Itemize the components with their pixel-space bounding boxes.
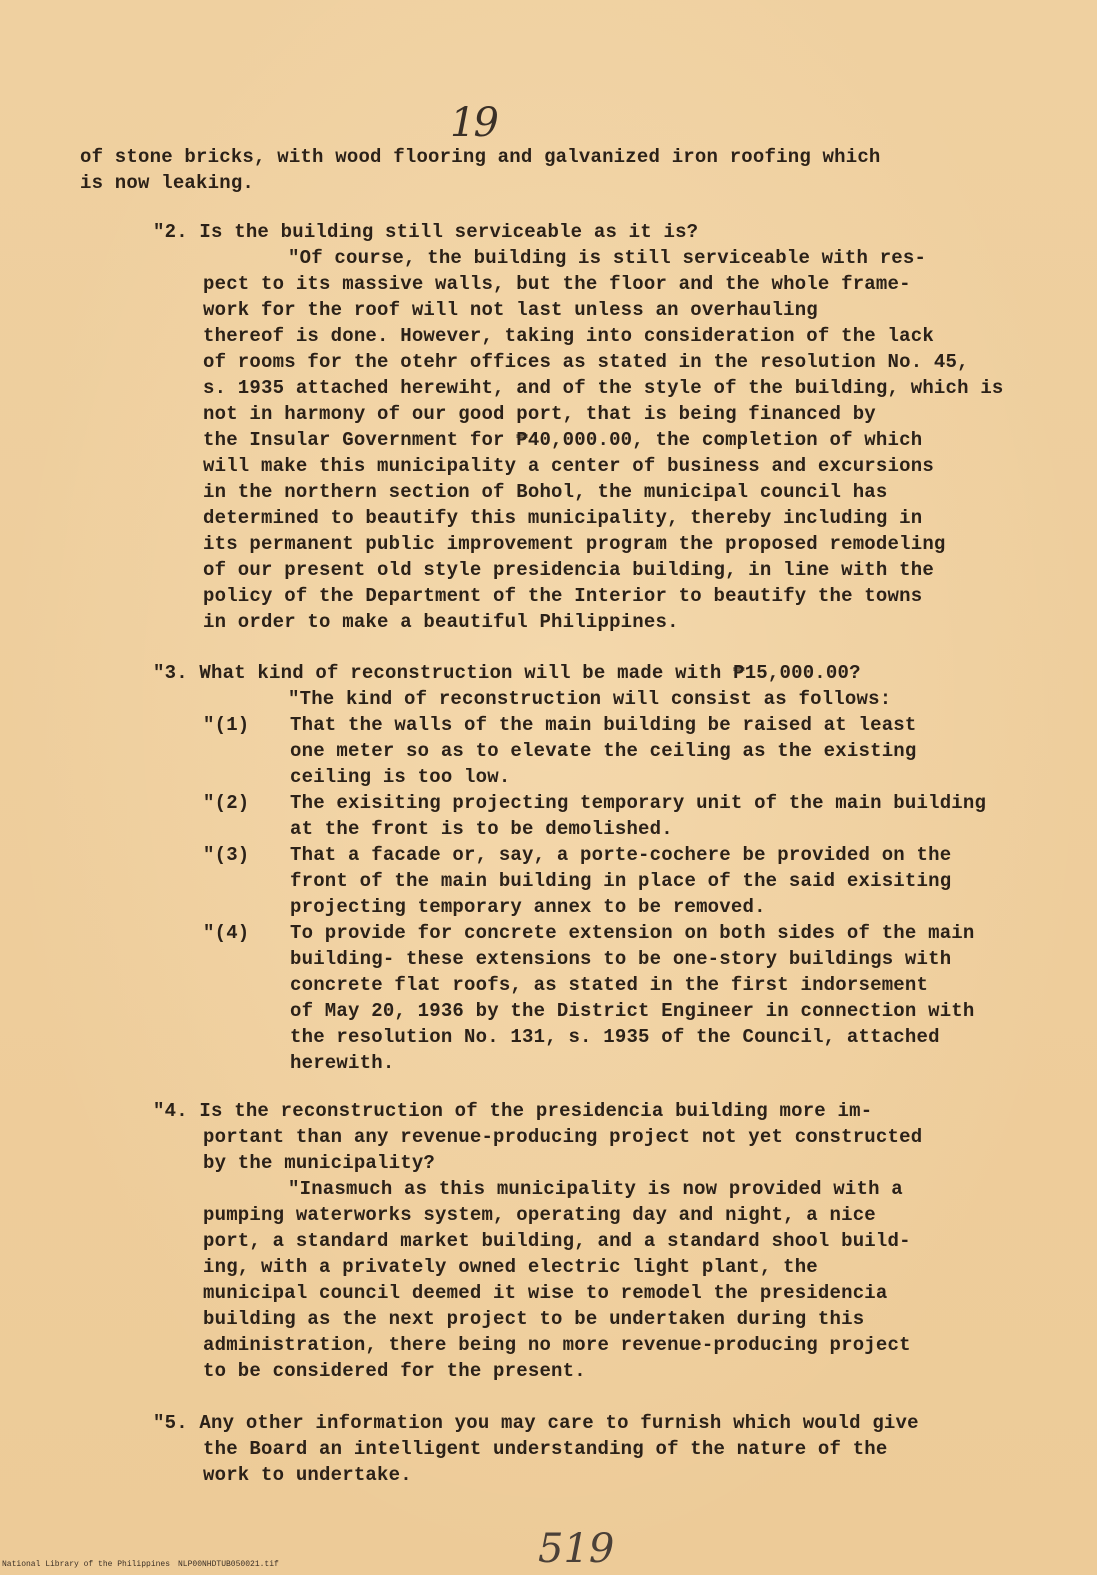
text-line: The exisiting projecting temporary unit of the main building bbox=[290, 792, 987, 814]
text-line: "The kind of reconstruction will consist as follows: bbox=[288, 688, 892, 710]
item-number: "(2) bbox=[203, 792, 250, 814]
text-line: pect to its massive walls, but the floor and the whole frame- bbox=[203, 273, 911, 295]
text-line: is now leaking. bbox=[80, 172, 255, 194]
text-line: of rooms for the otehr offices as stated in the resolution No. 45, bbox=[203, 351, 969, 373]
text-line: That the walls of the main building be raised at least bbox=[290, 714, 917, 736]
text-line: thereof is done. However, taking into consideration of the lack bbox=[203, 325, 934, 347]
text-line: municipal council deemed it wise to remodel the presidencia bbox=[203, 1282, 888, 1304]
text-line: "5. Any other information you may care to furnish which would give bbox=[153, 1412, 919, 1434]
text-line: concrete flat roofs, as stated in the first indorsement bbox=[290, 974, 929, 996]
text-line: administration, there being no more revenue-producing project bbox=[203, 1334, 911, 1356]
footer-file-name: NLP00NHDTUB050021.tif bbox=[178, 1560, 279, 1569]
text-line: "Inasmuch as this municipality is now provided with a bbox=[288, 1178, 903, 1200]
text-line: work for the roof will not last unless an overhauling bbox=[203, 299, 818, 321]
text-line: "2. Is the building still serviceable as it is? bbox=[153, 221, 699, 243]
text-line: s. 1935 attached herewiht, and of the style of the building, which is bbox=[203, 377, 1004, 399]
text-line: to be considered for the present. bbox=[203, 1360, 586, 1382]
text-line: at the front is to be demolished. bbox=[290, 818, 673, 840]
text-line: the Insular Government for ₱40,000.00, the completion of which bbox=[203, 429, 923, 451]
text-line: its permanent public improvement program the proposed remodeling bbox=[203, 533, 946, 555]
text-line: "4. Is the reconstruction of the presidencia building more im- bbox=[153, 1100, 873, 1122]
text-line: port, a standard market building, and a standard shool build- bbox=[203, 1230, 911, 1252]
text-line: portant than any revenue-producing project not yet constructed bbox=[203, 1126, 923, 1148]
item-number: "(4) bbox=[203, 922, 250, 944]
text-line: That a facade or, say, a porte-cochere be provided on the bbox=[290, 844, 952, 866]
text-line: determined to beautify this municipality, thereby including in bbox=[203, 507, 923, 529]
text-line: the Board an intelligent understanding of the nature of the bbox=[203, 1438, 888, 1460]
text-line: not in harmony of our good port, that is being financed by bbox=[203, 403, 876, 425]
text-line: in the northern section of Bohol, the municipal council has bbox=[203, 481, 888, 503]
text-line: of stone bricks, with wood flooring and galvanized iron roofing which bbox=[80, 146, 881, 168]
text-line: policy of the Department of the Interior to beautify the towns bbox=[203, 585, 923, 607]
text-line: the resolution No. 131, s. 1935 of the Council, attached bbox=[290, 1026, 940, 1048]
item-number: "(3) bbox=[203, 844, 250, 866]
text-line: will make this municipality a center of business and excursions bbox=[203, 455, 934, 477]
text-line: of May 20, 1936 by the District Engineer in connection with bbox=[290, 1000, 975, 1022]
text-line: building- these extensions to be one-story buildings with bbox=[290, 948, 952, 970]
text-line: ing, with a privately owned electric light plant, the bbox=[203, 1256, 818, 1278]
text-line: To provide for concrete extension on both sides of the main bbox=[290, 922, 975, 944]
text-line: front of the main building in place of the said exisiting bbox=[290, 870, 952, 892]
footer-library-name: National Library of the Philippines bbox=[2, 1560, 171, 1569]
text-line: of our present old style presidencia building, in line with the bbox=[203, 559, 934, 581]
text-line: work to undertake. bbox=[203, 1464, 412, 1486]
text-line: projecting temporary annex to be removed. bbox=[290, 896, 766, 918]
text-line: herewith. bbox=[290, 1052, 395, 1074]
text-line: pumping waterworks system, operating day and night, a nice bbox=[203, 1204, 876, 1226]
text-line: "Of course, the building is still serviceable with res- bbox=[288, 247, 927, 269]
text-line: "3. What kind of reconstruction will be made with ₱15,000.00? bbox=[153, 662, 861, 684]
text-line: building as the next project to be undertaken during this bbox=[203, 1308, 865, 1330]
text-line: by the municipality? bbox=[203, 1152, 436, 1174]
text-line: in order to make a beautiful Philippines. bbox=[203, 611, 679, 633]
handwritten-stamp-number: 519 bbox=[538, 1526, 615, 1572]
handwritten-page-number: 19 bbox=[450, 100, 497, 146]
text-line: ceiling is too low. bbox=[290, 766, 511, 788]
item-number: "(1) bbox=[203, 714, 250, 736]
text-line: one meter so as to elevate the ceiling as the existing bbox=[290, 740, 917, 762]
